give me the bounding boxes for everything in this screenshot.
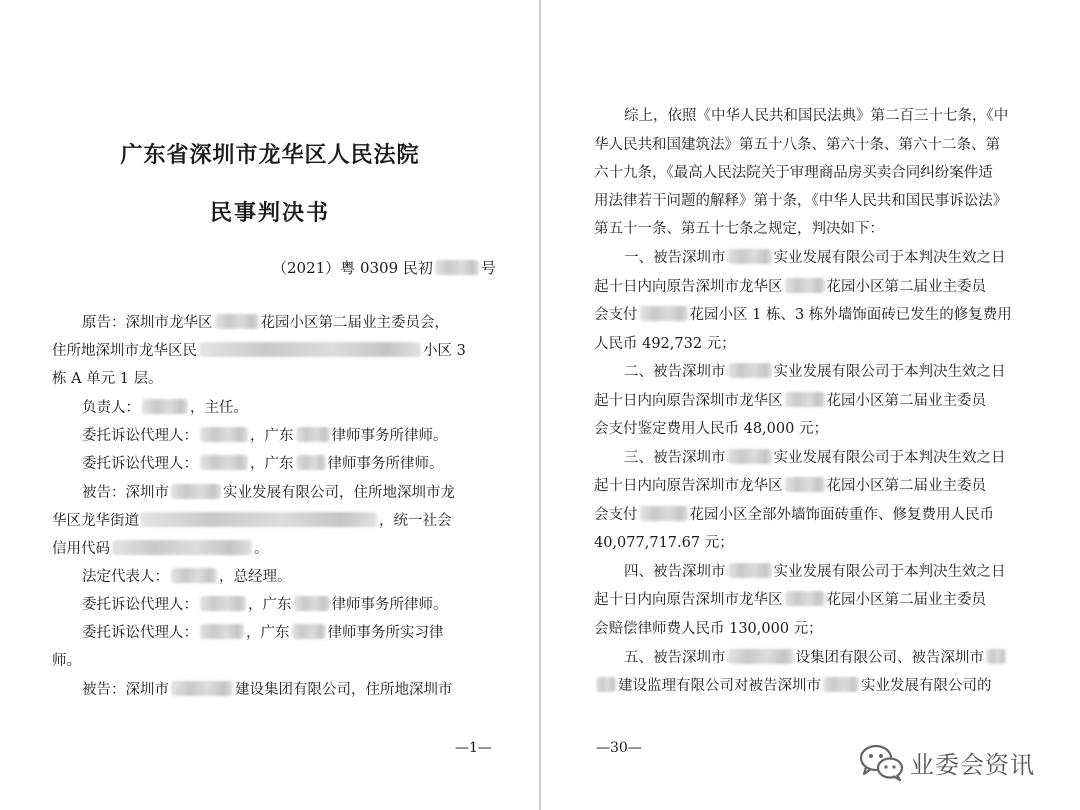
redaction-blur [823,677,859,692]
redaction-blur [215,314,259,329]
redaction-blur [112,540,252,555]
line-text: 建设监理有限公司对被告深圳市 [618,678,821,694]
line-text: 花园小区第二届业主委员 [826,478,986,494]
judgment-line [594,191,1007,211]
case-number-suffix: 号 [480,259,496,277]
line-text: ，广东 [250,456,294,472]
redaction-blur [171,484,221,499]
party-line [82,680,453,700]
line-text: 会支付 [594,507,638,523]
page-number: —1— [455,740,492,756]
line-text: 建设集团有限公司，住所地深圳市 [235,682,453,698]
redaction-blur [728,563,772,578]
redaction-blur [200,427,248,442]
party-line [82,483,455,503]
party-line [52,369,163,389]
judgment-line [624,248,1006,268]
line-text: 律师事务所律师。 [327,456,444,472]
line-text: 被告：深圳市 [82,682,169,698]
line-text: 起十日内向原告深圳市龙华区 [594,279,783,295]
redaction-blur [728,363,772,378]
judgment-line [594,676,992,696]
line-text: 。 [254,541,269,557]
line-text: 华区龙华街道 [52,513,139,529]
party-line [52,341,466,361]
redaction-blur [294,596,330,611]
party-line [82,623,444,643]
line-text: 会赔偿律师费人民币 130,000 元； [594,621,823,637]
line-text: 原告：深圳市龙华区 [82,315,213,331]
party-line [82,595,448,615]
redaction-blur [171,681,233,696]
right-page [541,0,1080,810]
judgment-line [624,362,1006,382]
line-text: 会支付鉴定费用人民币 48,000 元； [594,421,828,437]
line-text: 二、被告深圳市 [624,364,726,380]
redaction-blur [640,306,688,321]
line-text: ，广东 [250,428,294,444]
line-text: 四、被告深圳市 [624,564,726,580]
line-text: 花园小区第二届业主委员会， [260,315,449,331]
line-text: 律师事务所实习律 [327,625,444,641]
line-text: 用法律若干问题的解释》第十条，《中华人民共和国民事诉讼法》 [594,193,1008,209]
line-text: ，广东 [246,625,290,641]
redaction-blur [785,278,825,293]
line-text: 实业发展有限公司，住所地深圳市龙 [223,485,455,501]
line-text: 实业发展有限公司于本判决生效之日 [773,450,1006,466]
line-text: 实业发展有限公司于本判决生效之日 [773,564,1006,580]
redaction-blur [200,596,246,611]
line-text: 五、被告深圳市 [624,650,726,666]
line-text: 小区 3 [423,343,466,359]
line-text: 花园小区全部外墙饰面砖重作、修复费用人民币 [689,507,994,523]
line-text: 六十九条，《最高人民法院关于审理商品房买卖合同纠纷案件适 [594,165,993,181]
redaction-blur [142,399,188,414]
line-text: 花园小区第二届业主委员 [826,592,986,608]
party-line [52,539,269,559]
line-text: 委托诉讼代理人： [82,625,198,641]
wechat-icon [858,742,904,782]
document-title: 民事判决书 [209,200,330,226]
line-text: 华人民共和国建筑法》第五十八条、第六十条、第六十二条、第 [594,137,1000,153]
party-line [82,454,444,474]
line-text: 三、被告深圳市 [624,450,726,466]
redaction-blur [986,649,1006,664]
line-text: 委托诉讼代理人： [82,428,198,444]
redaction-blur [296,427,330,442]
line-text: ，统一社会 [379,513,452,529]
line-text: 实业发展有限公司于本判决生效之日 [773,364,1006,380]
line-text: 法定代表人： [82,569,169,585]
line-text: 委托诉讼代理人： [82,456,198,472]
judgment-line [594,219,884,239]
line-text: 律师事务所律师。 [331,428,448,444]
redaction-blur [296,455,326,470]
judgment-line [594,277,986,297]
redaction-blur [728,449,772,464]
judgment-line [594,305,1012,325]
line-text: ，总经理。 [219,569,292,585]
judgment-line [594,590,986,610]
line-text: 综上，依照《中华人民共和国民法典》第二百三十七条，《中 [624,108,1009,124]
case-number [272,257,496,278]
judgment-line [624,562,1006,582]
party-line [52,511,452,531]
line-text: ，主任。 [190,400,248,416]
line-text: 40,077,717.67 元； [594,535,734,551]
judgment-line [594,419,828,439]
redaction-blur [200,455,248,470]
line-text: 起十日内向原告深圳市龙华区 [594,393,783,409]
judgment-line [624,106,1008,126]
redaction-blur [292,624,326,639]
line-text: 负责人： [82,400,140,416]
line-text: 起十日内向原告深圳市龙华区 [594,592,783,608]
redaction-blur [640,506,688,521]
line-text: 起十日内向原告深圳市龙华区 [594,478,783,494]
line-text: 师。 [52,653,81,669]
line-text: 委托诉讼代理人： [82,597,198,613]
judgment-line [594,619,823,639]
party-line [82,567,292,587]
judgment-line [594,135,1000,155]
line-text: 会支付 [594,307,638,323]
redaction-blur [141,512,377,527]
line-text: 住所地深圳市龙华区民 [52,343,197,359]
judgment-line [594,391,986,411]
case-number-prefix: （2021）粤 0309 民初 [272,259,433,277]
redaction-blur [728,649,794,664]
judgment-line [594,533,734,553]
watermark [858,742,1035,782]
party-line [52,651,81,671]
judgment-line [594,505,994,525]
judgment-line [594,476,986,496]
page-number: —30— [596,740,642,756]
watermark-text: 业委会资讯 [910,750,1035,779]
party-line [82,398,248,418]
redaction-blur [785,477,825,492]
redaction-blur [435,260,479,275]
judgment-line [594,334,736,354]
redaction-blur [728,249,772,264]
judgment-line [624,448,1006,468]
line-text: 花园小区 1 栋、3 栋外墙饰面砖已发生的修复费用 [689,307,1012,323]
line-text: 被告：深圳市 [82,485,169,501]
line-text: 人民币 492,732 元； [594,336,736,352]
redaction-blur [596,677,616,692]
line-text: 一、被告深圳市 [624,250,726,266]
redaction-blur [785,392,825,407]
redaction-blur [199,342,421,357]
redaction-blur [171,568,217,583]
line-text: 实业发展有限公司的 [861,678,992,694]
line-text: 栋 A 单元 1 层。 [52,371,163,387]
line-text: 花园小区第二届业主委员 [826,279,986,295]
redaction-blur [785,591,825,606]
line-text: 设集团有限公司、被告深圳市 [795,650,984,666]
judgment-line [594,163,993,183]
line-text: 实业发展有限公司于本判决生效之日 [773,250,1006,266]
line-text: ，广东 [248,597,292,613]
judgment-line [624,648,1008,668]
line-text: 第五十一条、第五十七条之规定，判决如下： [594,221,884,237]
line-text: 花园小区第二届业主委员 [826,393,986,409]
party-line [82,313,449,333]
line-text: 信用代码 [52,541,110,557]
redaction-blur [200,624,244,639]
line-text: 律师事务所律师。 [331,597,448,613]
court-title: 广东省深圳市龙华区人民法院 [120,142,420,168]
party-line [82,426,448,446]
